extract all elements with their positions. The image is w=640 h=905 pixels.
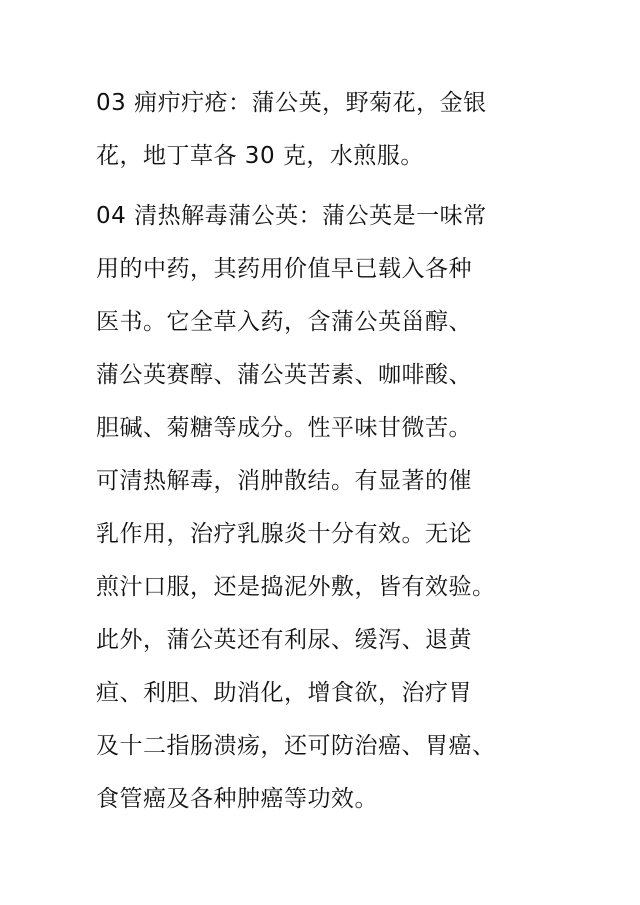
text-line: 煎汁口服，还是捣泥外敷，皆有效验。	[96, 574, 496, 600]
text-line: 疸、利胆、助消化，增食欲，治疗胃	[96, 680, 472, 706]
text-line: 03 痈疖疔疮：蒲公英，野菊花，金银	[96, 90, 487, 116]
text-line: 乳作用，治疗乳腺炎十分有效。无论	[96, 521, 472, 547]
text-line: 及十二指肠溃疡，还可防治癌、胃癌、	[96, 733, 496, 759]
text-line: 花，地丁草各 30 克，水煎服。	[96, 143, 424, 169]
text-line: 胆碱、菊糖等成分。性平味甘微苦。	[96, 415, 472, 441]
text-line: 医书。它全草入药，含蒲公英甾醇、	[96, 309, 472, 335]
paragraph-04-dandelion-description	[96, 190, 556, 826]
text-line: 04 清热解毒蒲公英：蒲公英是一味常	[96, 203, 487, 229]
text-line: 用的中药，其药用价值早已载入各种	[96, 256, 472, 282]
paragraph-03-carbuncles-remedy	[96, 77, 556, 183]
text-line: 此外，蒲公英还有利尿、缓泻、退黄	[96, 627, 472, 653]
text-line: 可清热解毒，消肿散结。有显著的催	[96, 468, 472, 494]
text-line: 食管癌及各种肿癌等功效。	[96, 786, 378, 812]
text-line: 蒲公英赛醇、蒲公英苦素、咖啡酸、	[96, 362, 472, 388]
